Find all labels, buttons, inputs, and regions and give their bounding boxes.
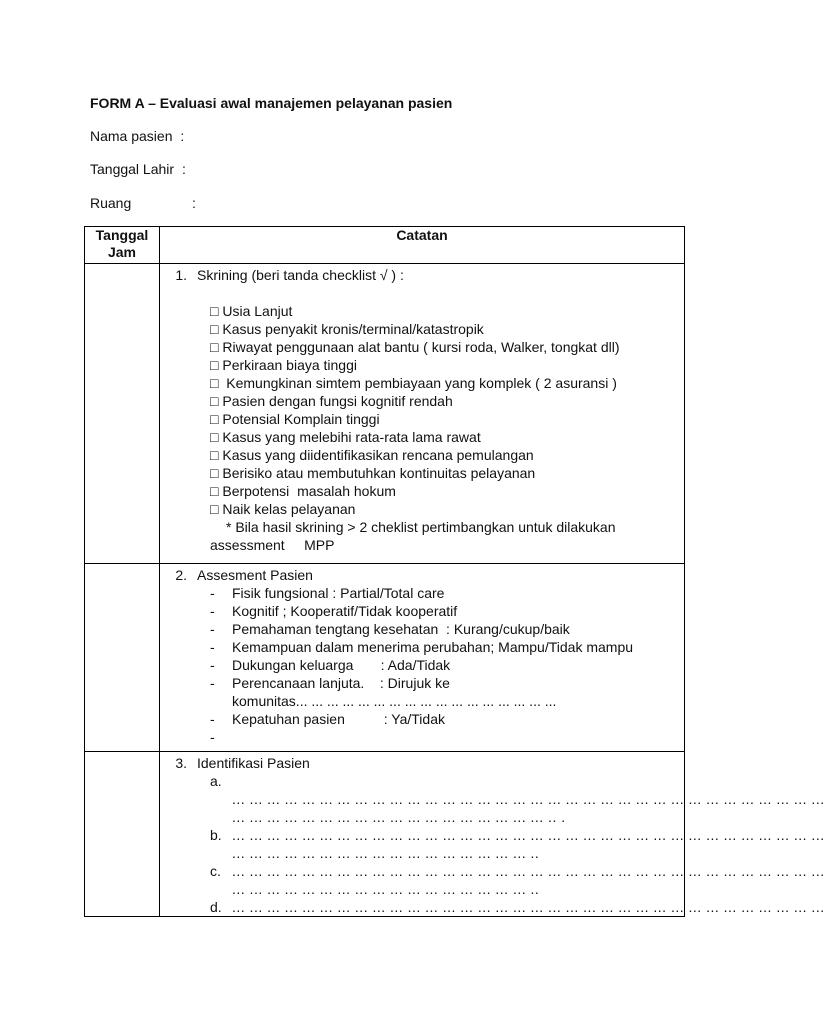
notes-cell[interactable] [160, 564, 685, 752]
field-nama-pasien [90, 128, 184, 144]
list-item: - Kepatuhan pasien : Ya/Tidak [210, 711, 445, 727]
list-item: - Perencanaan lanjuta. : Dirujuk ke [210, 675, 450, 691]
checklist-item[interactable]: □ Perkiraan biaya tinggi [210, 357, 357, 373]
checklist-item[interactable]: □ Kasus yang diidentifikasikan rencana pemulangan [210, 447, 534, 463]
field-colon: : [192, 195, 196, 211]
dotted-line[interactable]: ... ... ... ... ... ... ... ... ... ... ... ... ... ... ... ... ... .. [232, 881, 540, 897]
list-item: - [210, 729, 215, 745]
section-title: Assesment Pasien [197, 567, 313, 583]
checklist-item[interactable]: □ Kasus yang melebihi rata-rata lama rawat [210, 429, 481, 445]
table-header-row [85, 227, 685, 264]
list-item-continuation: komunitas... ... ... ... ... ... ... ... ... ... ... ... ... ... ... ... ... [232, 693, 557, 709]
list-item: - Kognitif ; Kooperatif/Tidak kooperatif [210, 603, 458, 619]
checkbox-icon[interactable]: □ [210, 321, 219, 337]
evaluation-table [84, 226, 825, 917]
section-title: Skrining (beri tanda checklist √ ) : [197, 267, 404, 283]
field-label: Nama pasien [90, 128, 173, 144]
section-number: 1. [175, 267, 187, 283]
checklist-item[interactable]: □ Potensial Komplain tinggi [210, 411, 380, 427]
field-label: Ruang [90, 195, 132, 211]
checkbox-icon[interactable]: □ [210, 483, 219, 499]
date-cell[interactable] [85, 564, 160, 752]
screening-note: * Bila hasil skrining > 2 cheklist pertimbangkan untuk dilakukan [226, 519, 616, 535]
checkbox-icon[interactable]: □ [210, 465, 219, 481]
list-item: - Fisik fungsional : Partial/Total care [210, 585, 445, 601]
field-colon: : [181, 161, 186, 177]
list-item: - Kemampuan dalam menerima perubahan; Mampu/Tidak mampu [210, 639, 634, 655]
checkbox-icon[interactable]: □ [210, 303, 219, 319]
checklist-item[interactable]: □ Pasien dengan fungsi kognitif rendah [210, 393, 453, 409]
form-title: FORM A – Evaluasi awal manajemen pelayanan pasien [90, 95, 453, 111]
checklist-item[interactable]: □ Naik kelas pelayanan [210, 501, 356, 517]
checklist-item[interactable]: □ Usia Lanjut [210, 303, 293, 319]
checklist-item[interactable]: □ Kemungkinan simtem pembiayaan yang komplek ( 2 asuransi ) [210, 375, 617, 391]
header-line: Tanggal [95, 227, 149, 243]
field-colon: : [180, 128, 185, 144]
section-title: Identifikasi Pasien [197, 755, 310, 771]
header-line: Jam [107, 244, 137, 260]
checkbox-icon[interactable]: □ [210, 339, 219, 355]
field-ruang [90, 195, 290, 211]
list-item: - Dukungan keluarga : Ada/Tidak [210, 657, 451, 673]
checkbox-icon[interactable]: □ [210, 357, 219, 373]
notes-cell[interactable] [160, 752, 825, 917]
list-item: - Pemahaman tengtang kesehatan : Kurang/cukup/baik [210, 621, 570, 637]
checkbox-icon[interactable]: □ [210, 375, 219, 391]
screening-note-cont: assessment MPP [210, 537, 335, 553]
table-row [85, 264, 685, 564]
field-tanggal-lahir [90, 161, 186, 177]
table-row [85, 752, 685, 917]
list-item: a. ... ... ... ... ... ... ... ... ... ... ... ... ... ... ... ... ... ... ... ... ... ... ... ... ... ... ... ... ... ... ... ... ... ... ... ... ... ... ... ... ... ... ... ... ... ... ... ... ... ... ... ... .. . [210, 773, 825, 825]
checklist-item[interactable]: □ Berpotensi masalah hokum [210, 483, 396, 499]
checkbox-icon[interactable]: □ [210, 411, 219, 427]
dotted-line[interactable]: ... ... ... ... ... ... ... ... ... ... ... ... ... ... ... ... ... ... ... ... ... ... ... ... ... ... ... ... ... ... ... ... ... ... [232, 791, 825, 807]
checkbox-icon[interactable]: □ [210, 393, 219, 409]
dotted-line[interactable]: ... ... ... ... ... ... ... ... ... ... ... ... ... ... ... ... ... .. [232, 845, 540, 861]
date-cell[interactable] [85, 752, 160, 917]
checklist [210, 302, 678, 554]
table-row [85, 564, 685, 752]
list-item: b. ... ... ... ... ... ... ... ... ... ... ... ... ... ... ... ... ... ... ... ... ... ... ... ... ... ... ... ... ... ... ... ... ... ... ... ... ... ... ... ... ... ... ... ... ... ... ... ... ... ... ... .. [210, 827, 825, 861]
checklist-item[interactable]: □ Berisiko atau membutuhkan kontinuitas pelayanan [210, 465, 536, 481]
field-label: Tanggal Lahir [90, 161, 175, 177]
checkbox-icon[interactable]: □ [210, 429, 219, 445]
list-item: d. ... ... ... ... ... ... ... ... ... ... ... ... ... ... ... ... ... ... ... ... ... ... ... ... ... ... ... ... ... ... ... ... ... ... [210, 899, 825, 915]
notes-cell[interactable] [160, 264, 685, 564]
section-number: 2. [175, 567, 187, 583]
dotted-line[interactable]: ... ... ... ... ... ... ... ... ... ... ... ... ... ... ... ... ... ... ... ... ... ... ... ... ... ... ... ... ... ... ... ... ... ... [232, 827, 825, 843]
header-catatan: Catatan [160, 227, 685, 264]
checklist-item[interactable]: □ Kasus penyakit kronis/terminal/katastropik [210, 321, 484, 337]
header-tanggal-jam [85, 227, 160, 264]
dotted-line[interactable]: ... ... ... ... ... ... ... ... ... ... ... ... ... ... ... ... ... ... ... ... ... ... ... ... ... ... ... ... ... ... ... ... ... ... [232, 863, 825, 879]
dotted-line[interactable]: ... ... ... ... ... ... ... ... ... ... ... ... ... ... ... ... ... ... .. . [232, 809, 566, 825]
checklist-item[interactable]: □ Riwayat penggunaan alat bantu ( kursi roda, Walker, tongkat dll) [210, 339, 620, 355]
dotted-line[interactable]: ... ... ... ... ... ... ... ... ... ... ... ... ... ... ... ... ... ... ... ... ... ... ... ... ... ... ... ... ... ... ... ... ... ... [232, 899, 825, 915]
list-item: c. ... ... ... ... ... ... ... ... ... ... ... ... ... ... ... ... ... ... ... ... ... ... ... ... ... ... ... ... ... ... ... ... ... ... ... ... ... ... ... ... ... ... ... ... ... ... ... ... ... ... ... .. [210, 863, 825, 897]
date-cell[interactable] [85, 264, 160, 564]
checkbox-icon[interactable]: □ [210, 447, 219, 463]
section-number: 3. [175, 755, 187, 771]
checkbox-icon[interactable]: □ [210, 501, 219, 517]
